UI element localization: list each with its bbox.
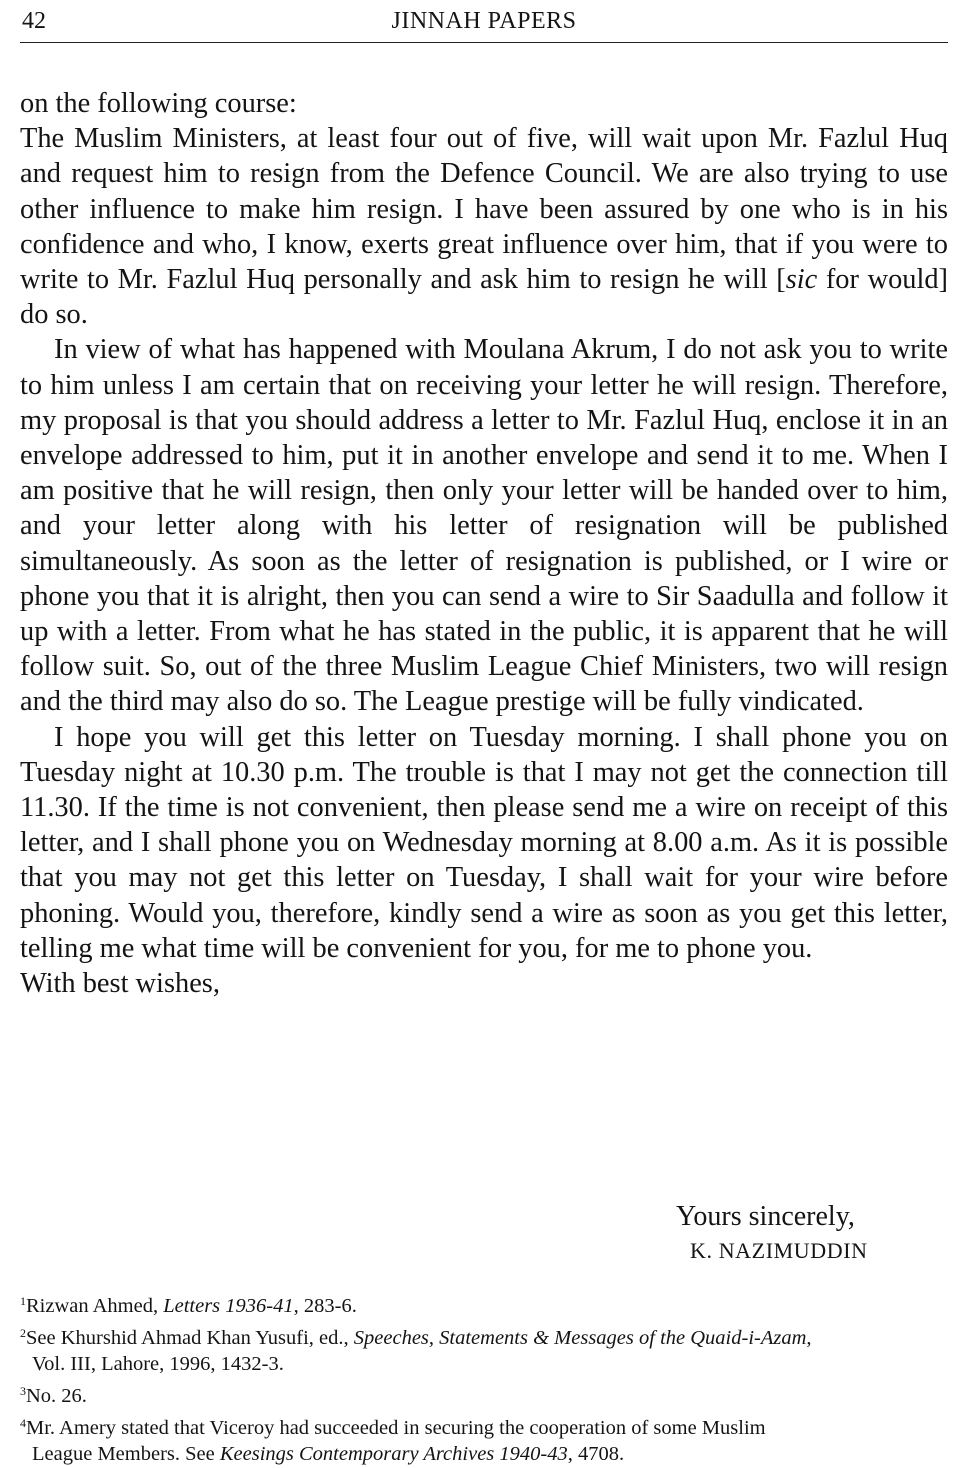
footnote-2 (20, 1320, 948, 1377)
footnote-marker: 2 (20, 1326, 26, 1340)
footnote-text: Rizwan Ahmed, (26, 1295, 164, 1317)
footnote-text: , 4708. (567, 1443, 625, 1465)
footnote-4 (20, 1410, 948, 1467)
footnote-continuation (20, 1441, 948, 1467)
sic-word: sic (785, 264, 818, 296)
footnote-text: See Khurshid Ahmad Khan Yusufi, ed., (26, 1327, 354, 1349)
footnote-title: Letters 1936-41 (163, 1295, 294, 1317)
footnote-text: , (806, 1327, 812, 1349)
running-title: JINNAH PAPERS (391, 8, 577, 34)
header-rule (20, 42, 948, 43)
block-quote (20, 121, 948, 332)
footnote-text: League Members. See (32, 1443, 220, 1465)
footnote-continuation: Vol. III, Lahore, 1996, 1432-3. (32, 1353, 284, 1375)
signoff (676, 1200, 936, 1268)
paragraph-1: In view of what has happened with Moulana Akrum, I do not ask you to write to him unless I am certain that on receiving your letter he will resign. Therefore, my proposal is that you should address a letter to Mr. Fazlul Huq, enclose it in an envelope addressed to him, put it in another envelope and send it to me. When I am positive that he will resign, then only your letter will be handed over to him, and your letter along with his letter of resignation will be published simultaneously. As soon as the letter of resignation is published, or I wire or phone you that it is alright, then you can send a wire to Sir Saadulla and follow it up with a letter. From what he has stated in the public, it is apparent that he will follow suit. So, out of the three Muslim League Chief Ministers, two will resign and the third may also do so. The League prestige will be fully vindicated. (20, 334, 948, 718)
footnotes (20, 1288, 948, 1468)
paragraph-2: I hope you will get this letter on Tuesday morning. I shall phone you on Tuesday night at 10.30 p.m. The trouble is that I may not get the connection till 11.30. If the time is not convenient, then please send me a wire on receipt of this letter, and I shall phone you on Wednesday morning at 8.00 a.m. As it is possible that you may not get this letter on Tuesday, I shall wait for your wire before phoning. Would you, therefore, kindly send a wire as soon as you get this letter, telling me what time will be convenient for you, for me to phone you. (20, 721, 948, 964)
footnote-text: , 283-6. (293, 1295, 357, 1317)
page-number: 42 (22, 8, 46, 34)
intro-line: on the following course: (20, 88, 297, 119)
footnote-text: Mr. Amery stated that Viceroy had succeeded in securing the cooperation of some Muslim (26, 1417, 766, 1439)
quote-text: The Muslim Ministers, at least four out of five, will wait upon Mr. Fazlul Huq and request him to resign from the Defence Council. We are also trying to use other influence to make him resign. I have been assured by one who is in his confidence and who, I know, exerts great influence over him, that if you were to write to Mr. Fazlul Huq personally and ask him to resign he will [ (20, 123, 948, 296)
footnote-marker: 1 (20, 1294, 26, 1308)
footnote-title: Speeches, Statements & Messages of the Quaid-i-Azam (353, 1327, 807, 1349)
quote-end: for would] do so. (20, 264, 949, 331)
footnote-marker: 4 (20, 1416, 26, 1430)
footnote-1 (20, 1288, 948, 1319)
footnote-text: No. 26. (26, 1385, 87, 1407)
letter-body (20, 86, 948, 1001)
signer-name: K. NAZIMUDDIN (690, 1238, 868, 1263)
footnote-marker: 3 (20, 1384, 26, 1398)
closing-line: With best wishes, (20, 968, 220, 1000)
footnote-3 (20, 1378, 948, 1409)
page-header (20, 6, 948, 38)
complimentary-close: Yours sincerely, (676, 1201, 855, 1232)
footnote-title: Keesings Contemporary Archives 1940-43 (219, 1443, 568, 1465)
